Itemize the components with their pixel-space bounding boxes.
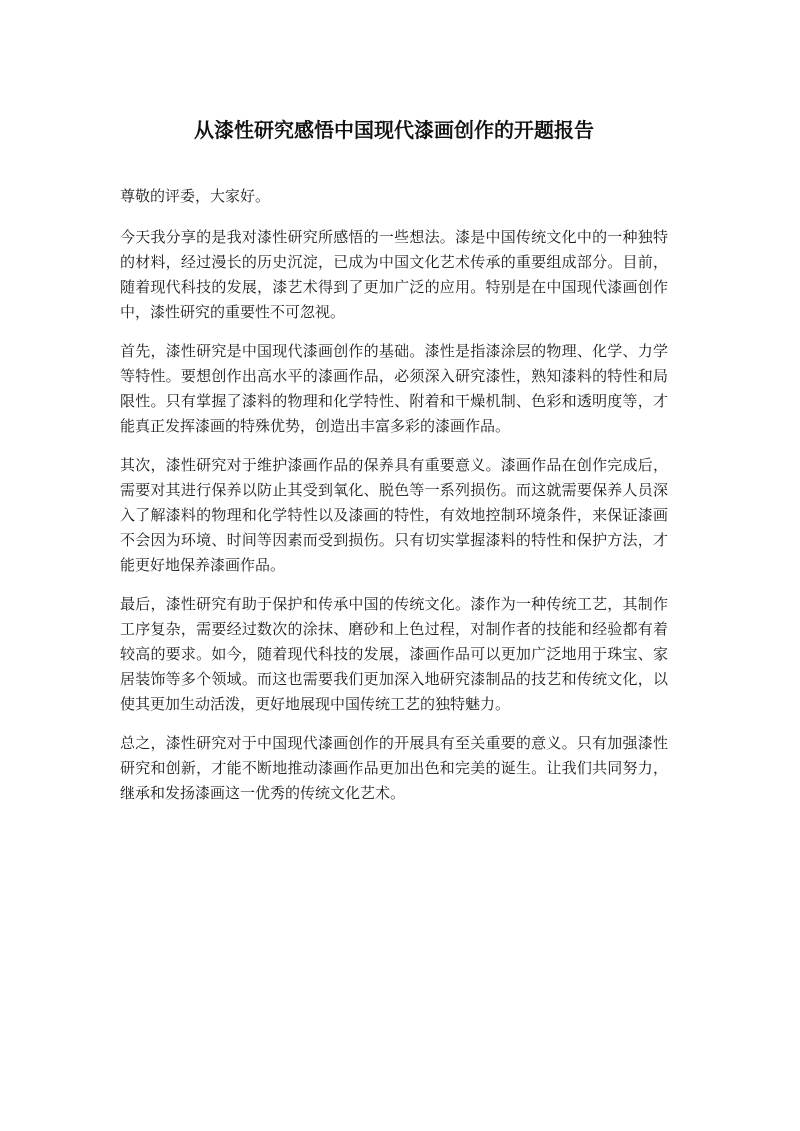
paragraph-greeting: 尊敬的评委，大家好。	[120, 187, 271, 205]
paragraph-second-point: 其次，漆性研究对于维护漆画作品的保养具有重要意义。漆画作品在创作完成后，需要对其进行保养以防止其受到氧化、脱色等一系列损伤。而这就需要保养人员深入了解漆料的物理和化学特性以及漆画的特性，有效地控制环境条件，来保证漆画不会因为环境、时间等因素而受到损伤。只有切实掌握漆料的特性和保护方法，才能更好地保养漆画作品。	[120, 456, 668, 574]
paragraph-third-point: 最后，漆性研究有助于保护和传承中国的传统文化。漆作为一种传统工艺，其制作工序复杂，需要经过数次的涂抹、磨砂和上色过程，对制作者的技能和经验都有着较高的要求。如今，随着现代科技的发展，漆画作品可以更加广泛地用于珠宝、家居装饰等多个领域。而这也需要我们更加深入地研究漆制品的技艺和传统文化，以使其更加生动活泼，更好地展现中国传统工艺的独特魅力。	[120, 595, 668, 713]
paragraph-conclusion: 总之，漆性研究对于中国现代漆画创作的开展具有至关重要的意义。只有加强漆性研究和创新，才能不断地推动漆画作品更加出色和完美的诞生。让我们共同努力，继承和发扬漆画这一优秀的传统文化艺术。	[120, 734, 668, 802]
paragraph-introduction: 今天我分享的是我对漆性研究所感悟的一些想法。漆是中国传统文化中的一种独特的材料，经过漫长的历史沉淀，已成为中国文化艺术传承的重要组成部分。目前，随着现代科技的发展，漆艺术得到了更加广泛的应用。特别是在中国现代漆画创作中，漆性研究的重要性不可忽视。	[120, 228, 668, 321]
paragraph-first-point: 首先，漆性研究是中国现代漆画创作的基础。漆性是指漆涂层的物理、化学、力学等特性。要想创作出高水平的漆画作品，必须深入研究漆性，熟知漆料的特性和局限性。只有掌握了漆料的物理和化学特性、附着和干燥机制、色彩和透明度等，才能真正发挥漆画的特殊优势，创造出丰富多彩的漆画作品。	[120, 342, 668, 435]
document-title: 从漆性研究感悟中国现代漆画创作的开题报告	[194, 118, 594, 142]
